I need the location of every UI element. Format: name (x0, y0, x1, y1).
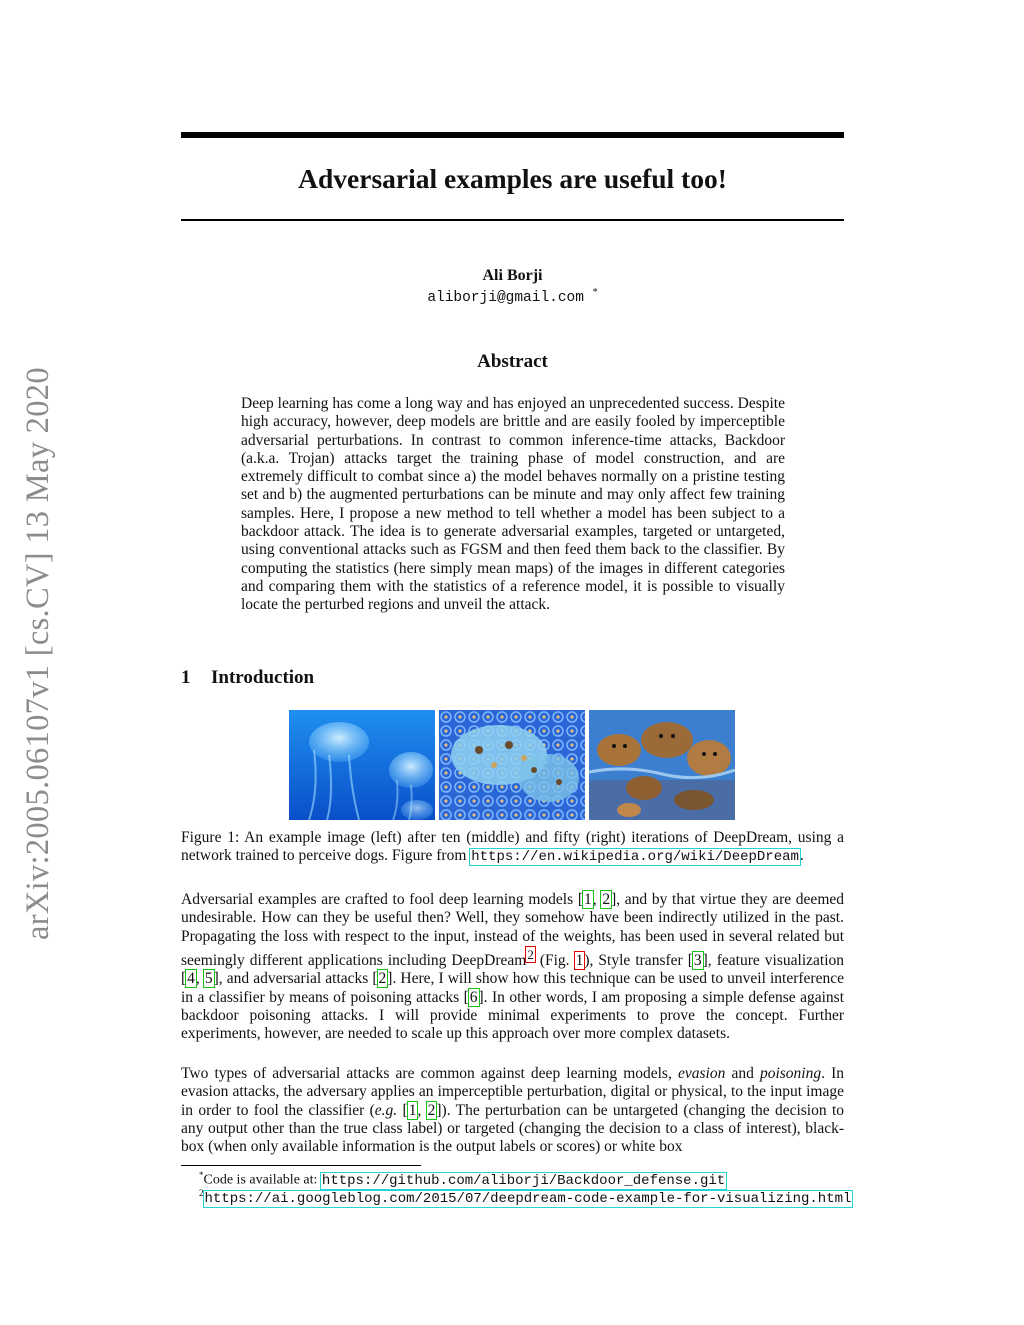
citation-link[interactable]: 1 (408, 1101, 417, 1119)
author-email (181, 287, 844, 306)
citation-link[interactable]: 2 (378, 970, 387, 988)
citation-link[interactable]: 5 (204, 970, 213, 988)
emphasis-text: poisoning (759, 1065, 822, 1082)
github-link[interactable]: https://github.com/aliborji/Backdoor_defense.git (321, 1172, 726, 1189)
citation-link[interactable]: 4 (187, 970, 195, 988)
text-span: . In evasion attacks, the adversary applies an imperceptible perturbation, digital or physical, to the input image in order to fool the classifier ( (181, 1065, 844, 1119)
footnote-text: Code is available at: (203, 1172, 321, 1188)
arxiv-identifier: arXiv:2005.06107v1 [cs.CV] 13 May 2020 (20, 367, 56, 940)
jellyfish-original-image (289, 710, 435, 820)
footnote-rule (181, 1165, 421, 1166)
text-span: ), Style transfer [ (584, 952, 693, 970)
caption-wikipedia-link[interactable]: https://en.wikipedia.org/wiki/DeepDream (471, 849, 799, 866)
section-heading (181, 667, 314, 689)
text-span: , (195, 970, 204, 988)
paper-title: Adversarial examples are useful too! (298, 163, 727, 194)
author-name: Ali Borji (482, 267, 543, 284)
emphasis-text: e.g. (374, 1101, 398, 1119)
figure-1 (289, 710, 735, 820)
text-span: , (592, 891, 602, 908)
text-span: Adversarial examples are crafted to fool deep learning models [ (181, 891, 583, 908)
footnote-deepdream (199, 1188, 852, 1207)
text-span: ], and by that virtue they are deemed undesirable. How can they be useful then? Well, they somehow have been indirectly utilized in the past. Propagating the loss with respect to the input, instead of the weights, has been used in several related but seemingly different applications including DeepDream (181, 891, 845, 970)
footnote-ref-link[interactable]: 2 (527, 946, 534, 962)
citation-link[interactable]: 1 (583, 891, 592, 908)
figure-1-caption (181, 829, 844, 867)
emphasis-text: evasion (677, 1065, 726, 1082)
deepdream-50-iterations-image (589, 710, 735, 820)
section-number: 1 (181, 667, 191, 688)
intro-paragraph-1 (181, 891, 844, 1044)
author-email-text: aliborji@gmail.com (427, 289, 584, 306)
figure-ref-link[interactable]: 1 (575, 952, 584, 970)
citation-link[interactable]: 2 (427, 1101, 436, 1119)
abstract-heading: Abstract (477, 351, 548, 372)
text-span: (Fig. (534, 952, 575, 970)
intro-paragraph-2 (181, 1065, 844, 1156)
citation-link[interactable]: 6 (469, 988, 478, 1006)
footnote-mark: * (199, 1170, 204, 1180)
abstract-text: Deep learning has come a long way and has enjoyed an unprecedented success. Despite high accuracy, however, deep models are brittle and are easily fooled by imperceptible adversarial perturbations. In contrast to common inference-time attacks, Backdoor (a.k.a. Trojan) attacks target the training phase of model construction, and are extremely difficult to combat since a) the model behaves normally on a pristine testing set and b) the augmented perturbations can be minute and may only affect few training samples. Here, I propose a new method to tell whether a model has been subject to a backdoor attack. The idea is to generate adversarial examples, targeted or untargeted, using conventional attacks such as FGSM and then feed them back to the classifier. By computing the statistics (here simply mean maps) of the images in different categories and comparing them with the statistics of a reference model, it is possible to visually locate the perturbed regions and unveil the attack. (241, 395, 785, 614)
title-bottom-rule (181, 219, 844, 221)
footnote-mark: 2 (199, 1188, 204, 1198)
googleblog-link[interactable]: https://ai.googleblog.com/2015/07/deepdream-code-example-for-visualizing.html (204, 1190, 852, 1207)
title-top-rule (181, 132, 844, 138)
deepdream-10-iterations-image (439, 710, 585, 820)
text-span: ]. In other words, I am proposing a simple defense against backdoor poisoning attacks. I will provide minimal experiments to prove the concept. Further experiments, however, are needed to scale up this approach over more complex datasets. (181, 988, 844, 1043)
text-span: and (725, 1065, 760, 1082)
author-footnote-mark: * (592, 287, 598, 298)
text-span: ], feature visualization [ (181, 952, 844, 988)
text-span: ], and adversarial attacks [ (213, 970, 378, 988)
text-span: Two types of adversarial attacks are common against deep learning models, (181, 1065, 678, 1082)
text-span: ]). The perturbation can be untargeted (changing the decision to any output other than the true class label) or targeted (changing the decision to a class of interest), black-box (when only available information is the output labels or scores) or white box (181, 1101, 844, 1156)
text-span: , (417, 1101, 427, 1119)
text-span: ]. Here, I will show how this technique can be used to unveil interference in a classifier by means of poisoning attacks [ (181, 970, 844, 1006)
caption-end: . (799, 847, 804, 865)
section-title: Introduction (211, 667, 315, 688)
text-span: [ (397, 1101, 408, 1119)
citation-link[interactable]: 2 (602, 891, 611, 908)
footnote-code (199, 1170, 726, 1189)
caption-text: Figure 1: An example image (left) after ten (middle) and fifty (right) iterations of DeepDream, using a network trained to perceive dogs. Figure from (181, 829, 844, 865)
citation-link[interactable]: 3 (693, 952, 702, 970)
